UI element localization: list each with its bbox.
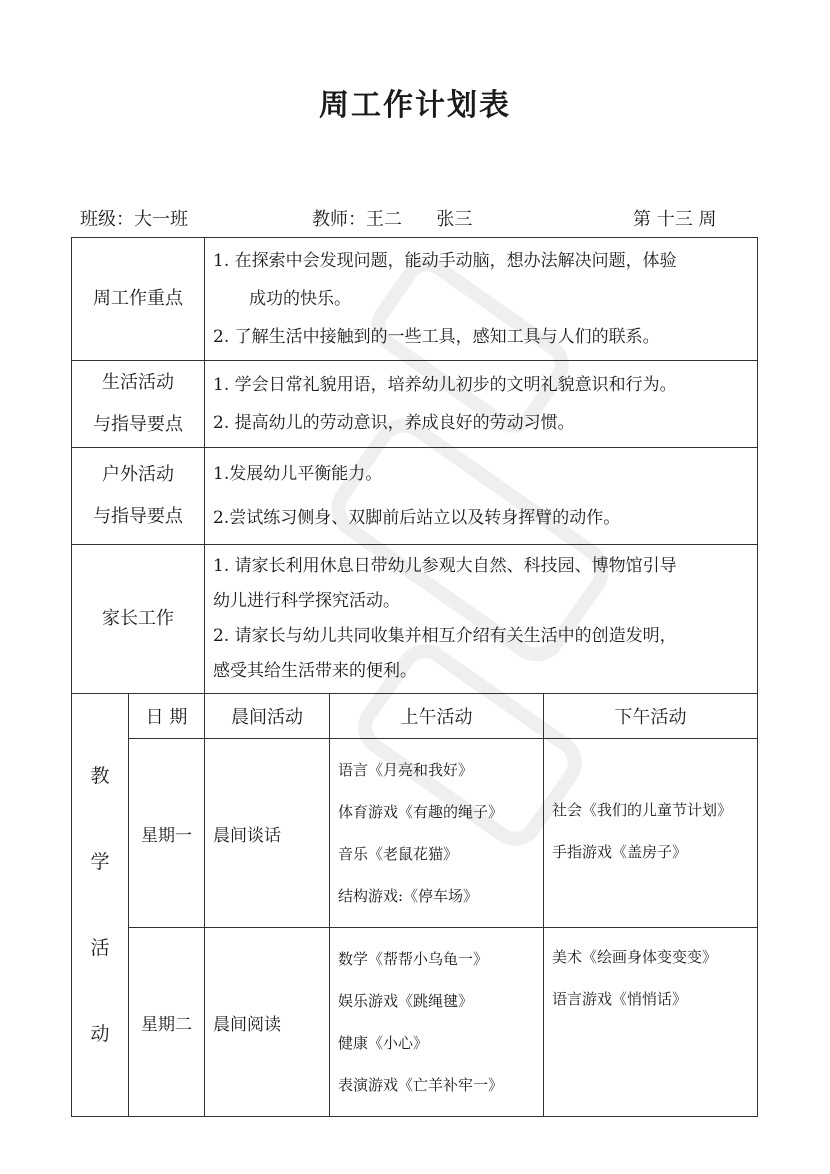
morning-cell: 晨间谈话 — [205, 739, 330, 928]
focus-label: 周工作重点 — [72, 238, 205, 361]
am-cell — [330, 739, 544, 928]
outdoor-row — [72, 448, 758, 545]
activity-item: 语言《月亮和我好》 — [338, 761, 474, 779]
plan-table — [71, 237, 758, 1117]
activity-item: 社会《我们的儿童节计划》 — [552, 801, 733, 819]
activity-item: 手指游戏《盖房子》 — [552, 843, 688, 861]
parents-item: 1. 请家长利用休息日带幼儿参观大自然、科技园、博物馆引导 — [213, 556, 677, 576]
life-label — [72, 361, 205, 448]
class-label: 班级：大一班 — [80, 209, 188, 230]
life-content — [205, 361, 758, 448]
page-title: 周工作计划表 — [319, 88, 511, 123]
parents-label: 家长工作 — [72, 545, 205, 694]
outdoor-label — [72, 448, 205, 545]
week-label: 第 十三 周 — [633, 209, 717, 230]
activity-item: 表演游戏《亡羊补牢一》 — [338, 1076, 504, 1094]
parents-item: 2. 请家长与幼儿共同收集并相互介绍有关生活中的创造发明， — [213, 626, 677, 646]
focus-content — [205, 238, 758, 361]
activity-item: 美术《绘画身体变变变》 — [552, 948, 718, 966]
teaching-label-char: 学 — [90, 851, 110, 873]
teaching-label-char: 动 — [90, 1023, 110, 1045]
column-header-date: 日 期 — [129, 694, 205, 739]
life-item: 2. 提高幼儿的劳动意识，养成良好的劳动习惯。 — [213, 413, 575, 433]
focus-row — [72, 238, 758, 361]
outdoor-item: 1.发展幼儿平衡能力。 — [213, 464, 383, 484]
teacher-label: 教师：王二 张三 — [312, 209, 473, 230]
teaching-label-char: 教 — [90, 765, 110, 787]
teaching-header-row — [72, 694, 758, 739]
life-label-line: 与指导要点 — [93, 414, 183, 435]
parents-item: 感受其给生活带来的便利。 — [213, 661, 417, 681]
table-row — [72, 928, 758, 1117]
activity-item: 数学《帮帮小乌龟一》 — [338, 950, 489, 968]
column-header-am: 上午活动 — [330, 694, 544, 739]
activity-item: 娱乐游戏《跳绳毽》 — [338, 992, 474, 1010]
parents-item: 幼儿进行科学探究活动。 — [213, 591, 400, 611]
parents-content — [205, 545, 758, 694]
teaching-label-char: 活 — [90, 937, 110, 959]
outdoor-content — [205, 448, 758, 545]
life-label-line: 生活活动 — [102, 372, 174, 393]
header-info — [80, 205, 760, 235]
column-header-pm: 下午活动 — [544, 694, 758, 739]
focus-item: 1. 在探索中会发现问题，能动手动脑，想办法解决问题，体验 — [213, 251, 677, 271]
pm-cell — [544, 928, 758, 1117]
parents-row — [72, 545, 758, 694]
life-item: 1. 学会日常礼貌用语，培养幼儿初步的文明礼貌意识和行为。 — [213, 375, 677, 395]
outdoor-label-line: 户外活动 — [102, 464, 174, 485]
am-cell — [330, 928, 544, 1117]
table-row — [72, 739, 758, 928]
activity-item: 语言游戏《悄悄话》 — [552, 990, 688, 1008]
pm-cell — [544, 739, 758, 928]
teaching-label — [72, 694, 129, 1117]
focus-item: 成功的快乐。 — [249, 289, 351, 309]
column-header-morning: 晨间活动 — [205, 694, 330, 739]
activity-item: 健康《小心》 — [338, 1034, 429, 1052]
outdoor-label-line: 与指导要点 — [93, 506, 183, 527]
activity-item: 音乐《老鼠花猫》 — [338, 845, 459, 863]
activity-item: 结构游戏:《停车场》 — [338, 887, 479, 905]
activity-item: 体育游戏《有趣的绳子》 — [338, 803, 504, 821]
outdoor-item: 2.尝试练习侧身、双脚前后站立以及转身挥臂的动作。 — [213, 508, 621, 528]
morning-cell: 晨间阅读 — [205, 928, 330, 1117]
day-cell: 星期一 — [129, 739, 205, 928]
focus-item: 2. 了解生活中接触到的一些工具，感知工具与人们的联系。 — [213, 327, 660, 347]
life-row — [72, 361, 758, 448]
day-cell: 星期二 — [129, 928, 205, 1117]
